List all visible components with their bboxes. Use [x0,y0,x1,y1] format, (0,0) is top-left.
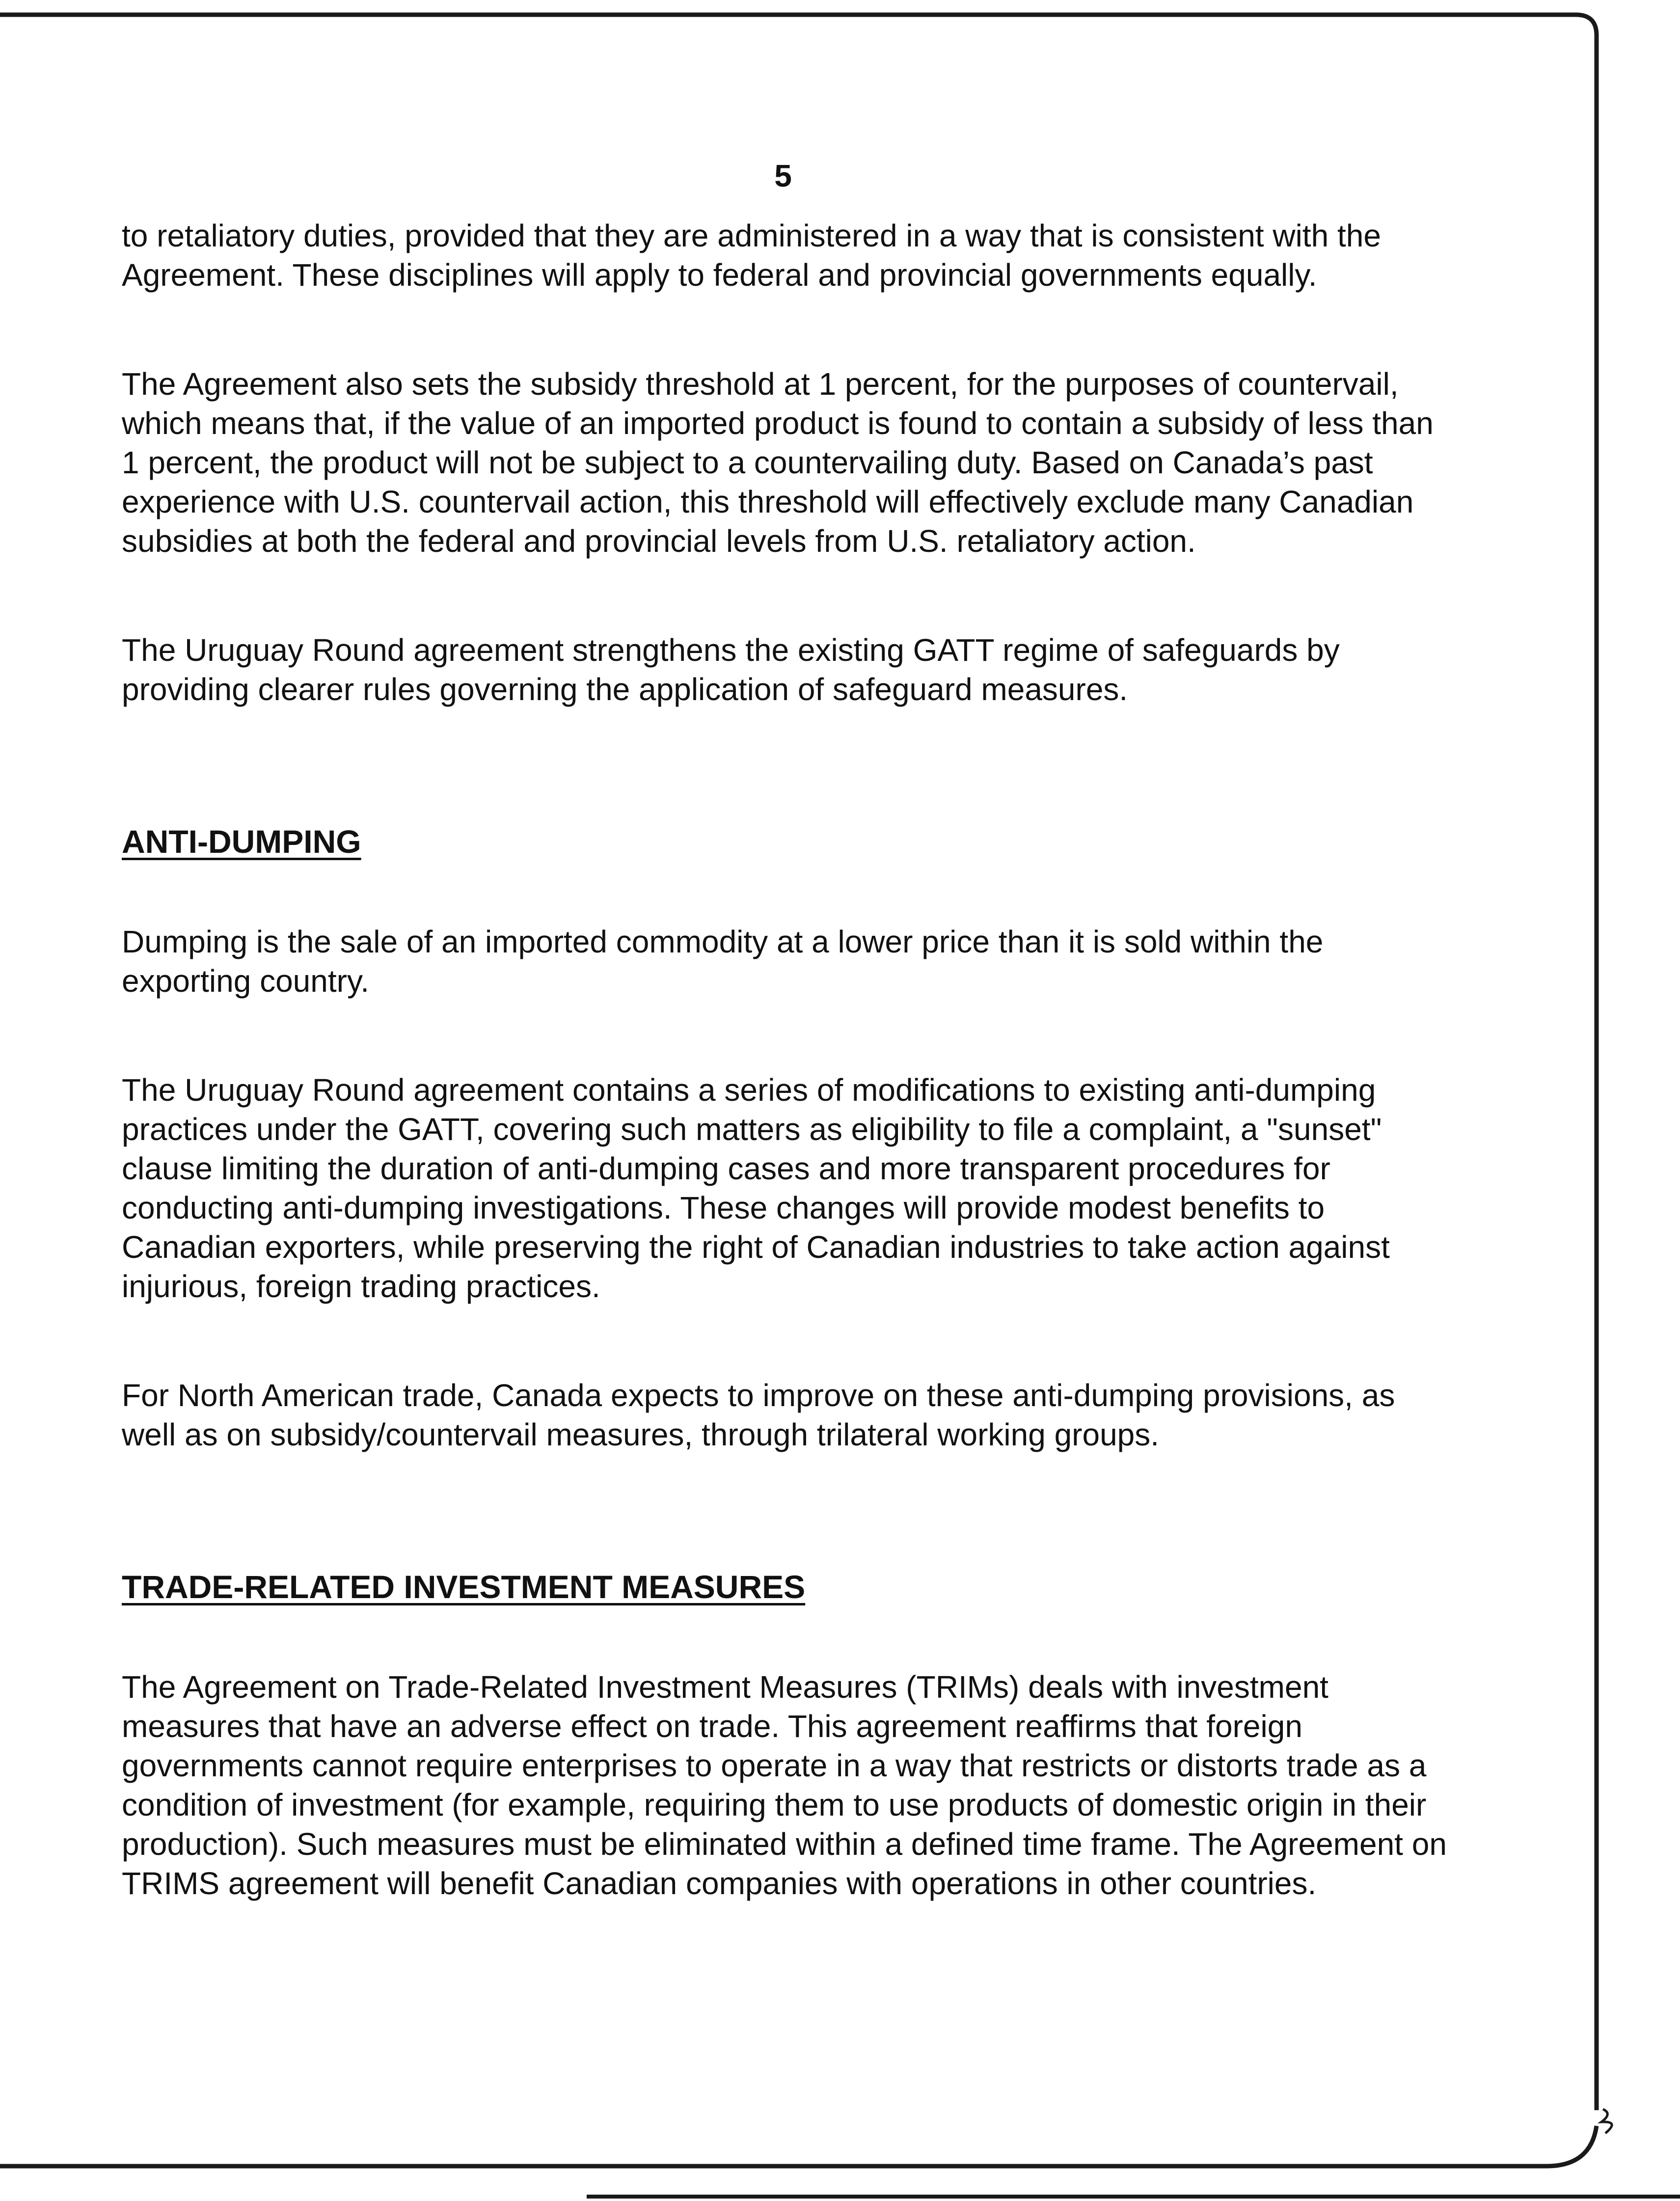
page-border-bottom [0,2126,1597,2166]
body-paragraph: For North American trade, Canada expects to improve on these anti-dumping provisions, as well as on subsidy/countervail measures, through trilateral working groups. [122,1378,1395,1452]
bottom-rule [587,2195,1680,2199]
body-paragraph: Dumping is the sale of an imported commodity at a lower price than it is sold within the exporting country. [122,924,1324,999]
page-number: 5 [774,158,792,193]
body-paragraph: The Agreement on Trade-Related Investment Measures (TRIMs) deals with investment measures that have an adverse effect on trade. This agreement reaffirms that foreign governments cannot require enterprises to operate in a way that restricts or distorts trade as a condition of investment (for example, requiring them to use products of domestic origin in their production). Such measures must be eliminated within a defined time frame. The Agreement on TRIMS agreement will benefit Canadian companies with operations in other countries. [122,1669,1447,1901]
document-body [122,216,1457,1973]
section-heading-trims: TRADE-RELATED INVESTMENT MEASURES [122,1569,806,1605]
body-paragraph: The Agreement also sets the subsidy threshold at 1 percent, for the purposes of countervail, which means that, if the value of an imported product is found to contain a subsidy of less than 1 percent, the product will not be subject to a countervailing duty. Based on Canada’s past experience with U.S. countervail action, this threshold will effectively exclude many Canadian subsidies at both the federal and provincial levels from U.S. retaliatory action. [122,366,1434,559]
section-heading-anti-dumping: ANTI-DUMPING [122,823,361,860]
body-paragraph: The Uruguay Round agreement contains a series of modifications to existing anti-dumping practices under the GATT, covering such matters as eligibility to file a complaint, a "sunset" clause limiting the duration of anti-dumping cases and more transparent procedures for conducting anti-dumping investigations. These changes will provide modest benefits to Canadian exporters, while preserving the right of Canadian industries to take action against injurious, foreign trading practices. [122,1072,1390,1304]
pen-mark [1601,2109,1612,2133]
body-paragraph: The Uruguay Round agreement strengthens the existing GATT regime of safeguards by providing clearer rules governing the application of safeguard measures. [122,632,1340,707]
body-paragraph: to retaliatory duties, provided that they are administered in a way that is consistent with the Agreement. These disciplines will apply to federal and provincial governments equally. [122,218,1381,293]
